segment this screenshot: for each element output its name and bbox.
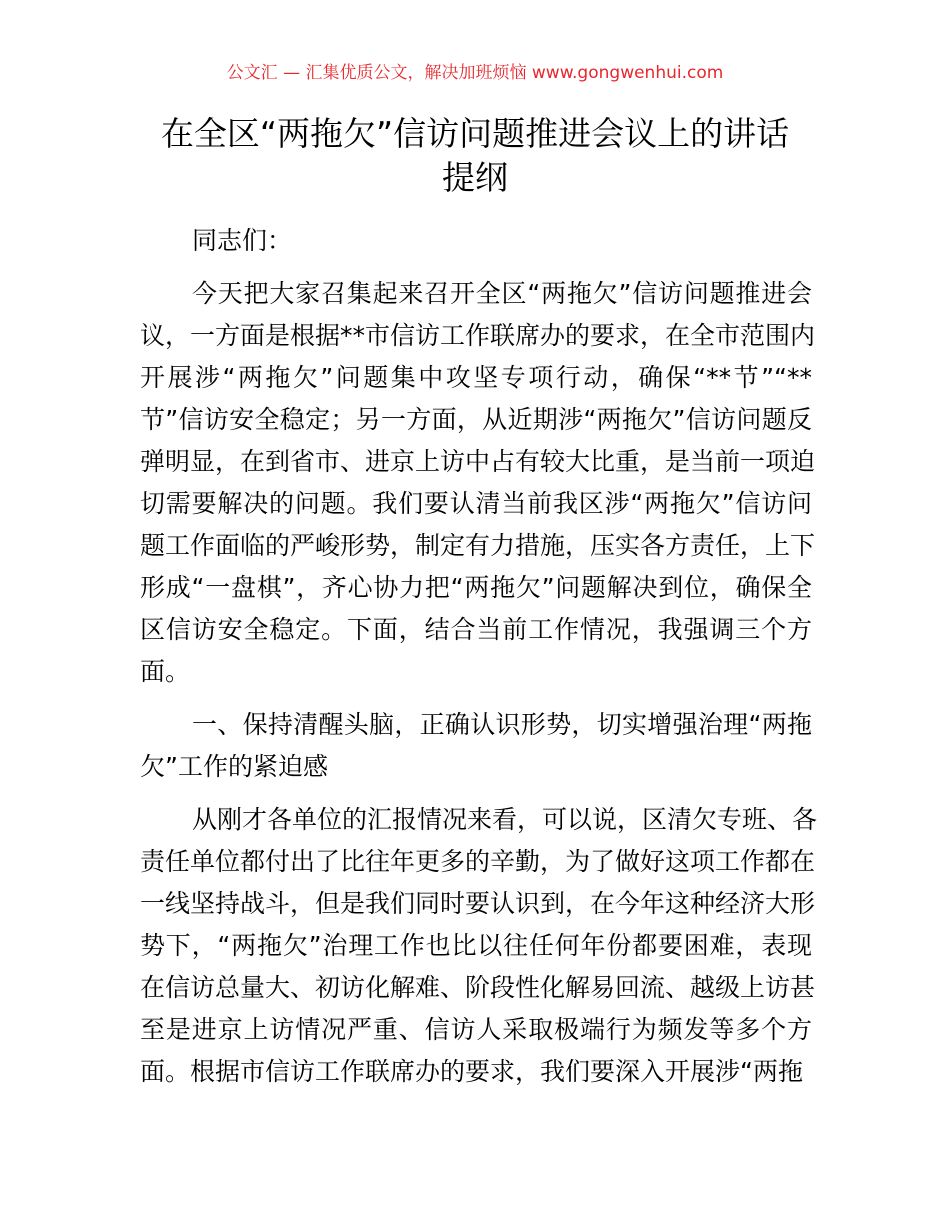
text-line: 形成“一盘棋”，齐心协力把“两拖欠”问题解决到位，确保全 — [140, 573, 812, 602]
text-line: 至是进京上访情况严重、信访人采取极端行为频发等多个方 — [140, 1015, 812, 1044]
text-line: 一线坚持战斗，但是我们同时要认识到，在今年这种经济大形 — [140, 889, 816, 918]
paragraph — [140, 273, 816, 693]
text-line: 面。 — [140, 657, 191, 686]
text-line: 议，一方面是根据**市信访工作联席办的要求，在全市范围内 — [140, 321, 816, 350]
text-line: 区信访安全稳定。下面，结合当前工作情况，我强调三个方 — [140, 615, 812, 644]
title-line: 在全区“两拖欠”信访问题推进会议上的讲话 — [160, 114, 790, 153]
text-line: 弹明显，在到省市、进京上访中占有较大比重，是当前一项迫 — [140, 447, 816, 476]
text-line: 欠”工作的紧迫感 — [140, 752, 328, 781]
text-line: 在信访总量大、初访化解难、阶段性化解易回流、越级上访甚 — [140, 973, 816, 1002]
text-line: 面。根据市信访工作联席办的要求，我们要深入开展涉“两拖 — [140, 1057, 803, 1086]
text-line: 题工作面临的严峻形势，制定有力措施，压实各方责任，上下 — [140, 531, 816, 560]
paragraph — [140, 220, 812, 262]
text-line: 责任单位都付出了比往年更多的辛勤，为了做好这项工作都在 — [140, 847, 816, 876]
text-line: 同志们： — [192, 226, 293, 255]
text-line: 开展涉“两拖欠”问题集中攻坚专项行动，确保“**节”“** — [140, 363, 812, 392]
document-title — [100, 112, 850, 200]
section-heading — [140, 704, 812, 788]
text-line: 从刚才各单位的汇报情况来看，可以说，区清欠专班、各 — [192, 805, 818, 834]
text-line: 节”信访安全稳定；另一方面，从近期涉“两拖欠”信访问题反 — [140, 405, 812, 434]
document-body — [140, 220, 818, 1093]
paragraph — [140, 799, 818, 1093]
watermark-banner: 公文汇 — 汇集优质公文，解决加班烦恼 www.gongwenhui.com — [226, 63, 724, 83]
title-line: 提纲 — [442, 158, 508, 197]
text-line: 今天把大家召集起来召开全区“两拖欠”信访问题推进会 — [192, 279, 812, 308]
text-line: 切需要解决的问题。我们要认清当前我区涉“两拖欠”信访问 — [140, 489, 812, 518]
text-line: 势下，“两拖欠”治理工作也比以往任何年份都要困难，表现 — [140, 931, 812, 960]
text-line: 一、保持清醒头脑，正确认识形势，切实增强治理“两拖 — [192, 710, 812, 739]
